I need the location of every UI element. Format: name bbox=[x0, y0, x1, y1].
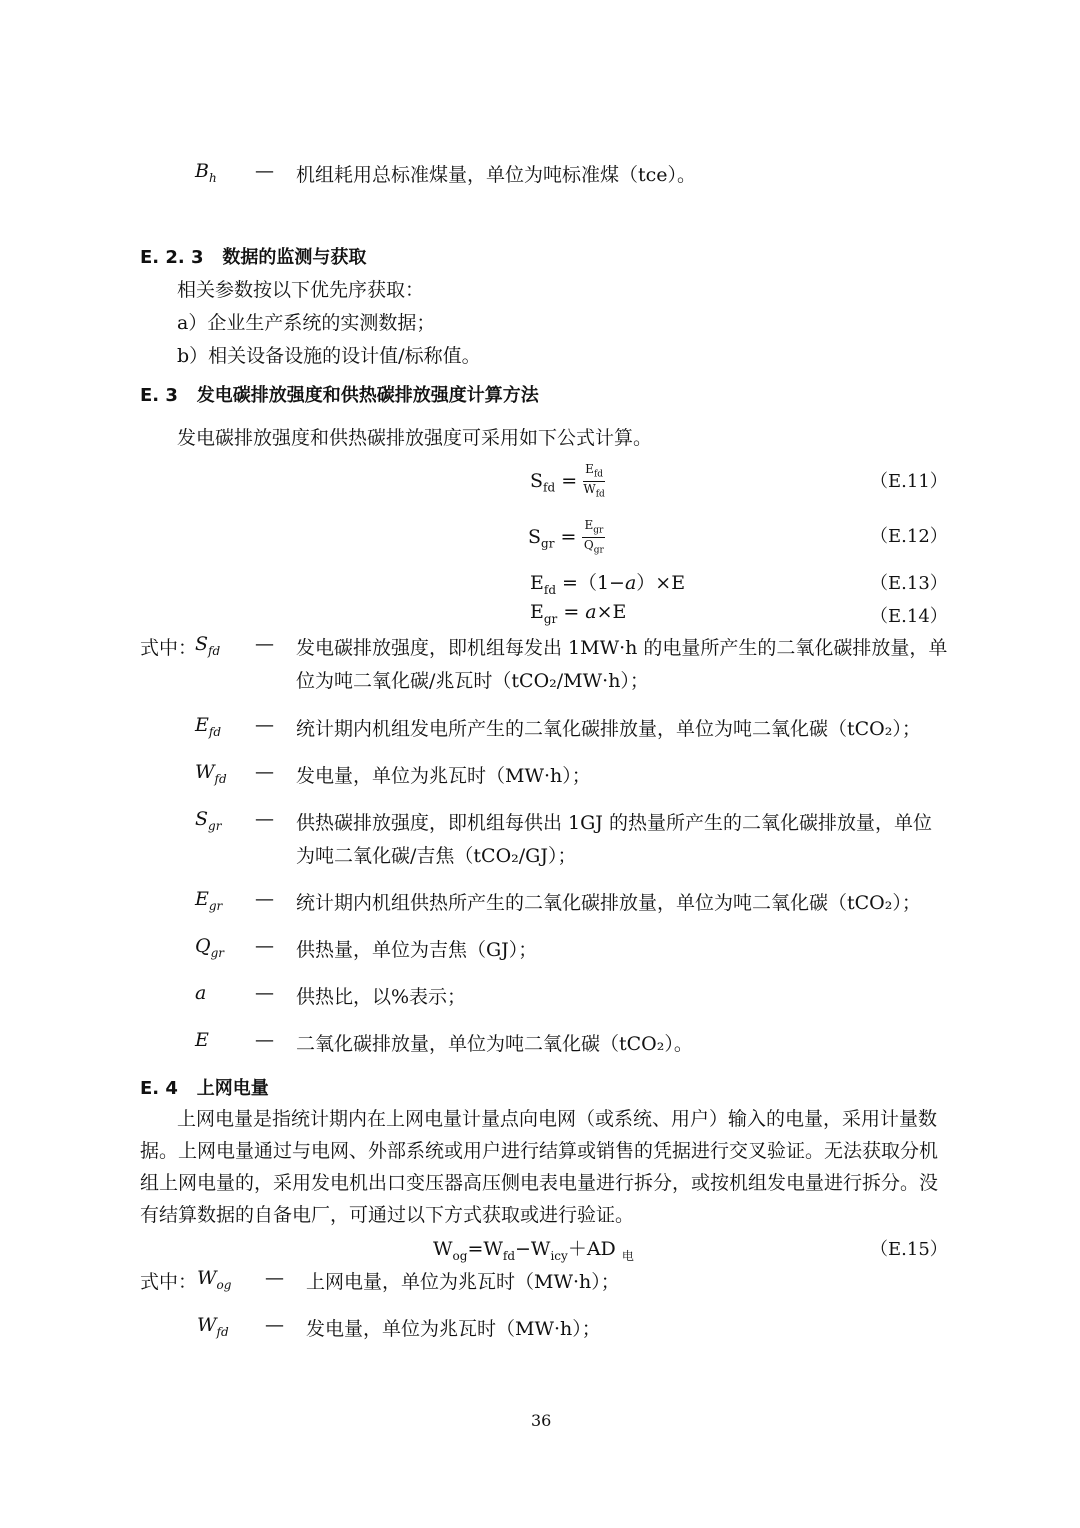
formula-e15: $W_{og}=W_{fd}-W_{icy}+AD$ $_电$ bbox=[433, 1238, 634, 1263]
dash: — bbox=[255, 982, 274, 1004]
definition-text: 发电量，单位为兆瓦时（MW·h）； bbox=[296, 765, 591, 787]
paragraph-line: 发电碳排放强度和供热碳排放强度可采用如下公式计算。 bbox=[177, 427, 653, 449]
formula-e14: $E_{gr} = a\times E$ bbox=[530, 601, 627, 626]
dash: — bbox=[255, 888, 274, 910]
definition-text: 发电碳排放强度，即机组每发出 1MW·h 的电量所产生的二氧化碳排放量，单 bbox=[296, 637, 948, 659]
page-number: 36 bbox=[531, 1411, 552, 1430]
section-title: 数据的监测与获取 bbox=[222, 247, 367, 268]
definition-text: 位为吨二氧化碳/兆瓦时（tCO₂/MW·h）； bbox=[296, 670, 649, 692]
symbol-wfd: $W_{fd}$ bbox=[197, 1314, 229, 1339]
paragraph-line: 组上网电量的，采用发电机出口变压器高压侧电表电量进行拆分，或按机组发电量进行拆分。没 bbox=[140, 1172, 939, 1194]
where-label: 式中： bbox=[140, 637, 198, 659]
paragraph-line: 有结算数据的自备电厂，可通过以下方式获取或进行验证。 bbox=[140, 1204, 635, 1226]
definition-text: 统计期内机组供热所产生的二氧化碳排放量，单位为吨二氧化碳（tCO₂）； bbox=[296, 892, 921, 914]
definition-text: 发电量，单位为兆瓦时（MW·h）； bbox=[306, 1318, 601, 1340]
symbol-wfd: $W_{fd}$ bbox=[195, 761, 227, 786]
formula-e11: $S_{fd}$ = $\frac{E_{fd}}{W_{fd}}$ bbox=[530, 462, 605, 500]
paragraph-line: 相关参数按以下优先序获取： bbox=[177, 279, 425, 301]
equation-number: （E.14） bbox=[870, 606, 948, 627]
symbol-wog: $W_{og}$ bbox=[197, 1267, 232, 1292]
dash: — bbox=[255, 1029, 274, 1051]
equation-number: （E.15） bbox=[870, 1239, 948, 1260]
where-label: 式中： bbox=[140, 1271, 198, 1293]
dash: — bbox=[255, 761, 274, 783]
symbol-egr: $E_{gr}$ bbox=[195, 888, 223, 913]
section-title: 上网电量 bbox=[196, 1078, 269, 1099]
definition-text: 供热碳排放强度，即机组每供出 1GJ 的热量所产生的二氧化碳排放量，单位 bbox=[296, 812, 932, 834]
section-heading-e3 bbox=[140, 381, 539, 407]
section-number: E. 2. 3 bbox=[140, 247, 204, 268]
section-number: E. 3 bbox=[140, 385, 178, 406]
symbol-bh: $B_h$ bbox=[195, 160, 217, 185]
list-item-b: b）相关设备设施的设计值/标称值。 bbox=[177, 345, 481, 367]
symbol-sgr: $S_{gr}$ bbox=[195, 808, 222, 833]
definition-text: 为吨二氧化碳/吉焦（tCO₂/GJ）； bbox=[296, 845, 577, 867]
section-number: E. 4 bbox=[140, 1078, 178, 1099]
equation-number: （E.13） bbox=[870, 573, 948, 594]
paragraph-line: 据。上网电量通过与电网、外部系统或用户进行结算或销售的凭据进行交叉验证。无法获取分机 bbox=[140, 1140, 939, 1162]
definition-text: 机组耗用总标准煤量，单位为吨标准煤（tce）。 bbox=[296, 164, 697, 186]
symbol-efd: $E_{fd}$ bbox=[195, 714, 221, 739]
section-title: 发电碳排放强度和供热碳排放强度计算方法 bbox=[196, 385, 539, 406]
dash: — bbox=[255, 160, 274, 182]
section-heading-e23 bbox=[140, 243, 366, 269]
symbol-a: a bbox=[195, 982, 207, 1004]
paragraph-line: 上网电量是指统计期内在上网电量计量点向电网（或系统、用户）输入的电量，采用计量数 bbox=[177, 1108, 938, 1130]
dash: — bbox=[265, 1267, 284, 1289]
symbol-sfd: $S_{fd}$ bbox=[195, 633, 221, 658]
symbol-qgr: $Q_{gr}$ bbox=[195, 935, 224, 960]
dash: — bbox=[265, 1314, 284, 1336]
formula-e12: $S_{gr}$ = $\frac{E_{gr}}{Q_{gr}}$ bbox=[528, 518, 604, 556]
dash: — bbox=[255, 633, 274, 655]
symbol-e: E bbox=[195, 1029, 209, 1051]
definition-text: 上网电量，单位为兆瓦时（MW·h）； bbox=[306, 1271, 620, 1293]
definition-text: 供热比，以%表示； bbox=[296, 986, 467, 1008]
definition-text: 二氧化碳排放量，单位为吨二氧化碳（tCO₂）。 bbox=[296, 1033, 693, 1055]
dash: — bbox=[255, 935, 274, 957]
dash: — bbox=[255, 808, 274, 830]
definition-text: 供热量，单位为吉焦（GJ）； bbox=[296, 939, 538, 961]
equation-number: （E.11） bbox=[870, 471, 948, 492]
list-item-a: a）企业生产系统的实测数据； bbox=[177, 312, 436, 334]
equation-number: （E.12） bbox=[870, 526, 948, 547]
fraction: $\frac{E_{gr}}{Q_{gr}}$ bbox=[583, 518, 604, 556]
fraction: $\frac{E_{fd}}{W_{fd}}$ bbox=[583, 462, 605, 500]
definition-text: 统计期内机组发电所产生的二氧化碳排放量，单位为吨二氧化碳（tCO₂）； bbox=[296, 718, 921, 740]
section-heading-e4 bbox=[140, 1074, 269, 1100]
dash: — bbox=[255, 714, 274, 736]
formula-e13: $E_{fd} =(1-a)\times E$ bbox=[530, 572, 686, 597]
